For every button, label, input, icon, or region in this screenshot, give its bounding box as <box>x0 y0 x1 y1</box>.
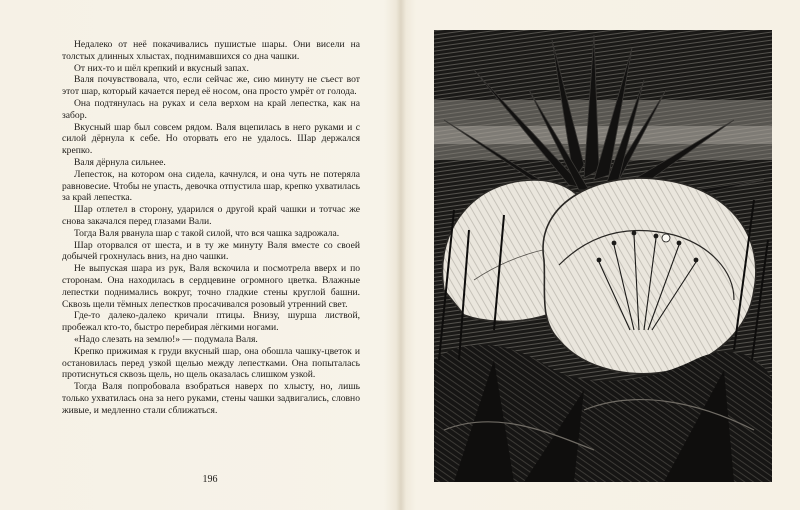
paragraph: Недалеко от неё покачивались пушистые шары. Они висели на толстых длинных хлыстах, поднимавшихся со дна чашки. <box>62 39 360 62</box>
left-page-text <box>62 39 360 417</box>
flower-engraving <box>434 30 772 482</box>
paragraph: Шар оторвался от шеста, и в ту же минуту Валя вместе со своей добычей грохнулась вниз, на дно чашки. <box>62 239 360 263</box>
paragraph: Вкусный шар был совсем рядом. Валя вцепилась в него руками и с силой дёрнула к себе. Но оторвать его не удалось. Шар держался крепко. <box>62 121 360 157</box>
main-flower <box>543 178 756 374</box>
paragraph: Валя дёрнула сильнее. <box>74 156 166 168</box>
paragraph: Где-то далеко-далеко кричали птицы. Внизу, шурша листвой, пробежал кто-то, быстро перебирая лёгкими ногами. <box>62 310 360 334</box>
paragraph: Шар отлетел в сторону, ударился о другой край чашки и тотчас же снова закачался перед глазами Вали. <box>62 204 360 227</box>
paragraph: Не выпуская шара из рук, Валя вскочила и посмотрела вверх и по сторонам. Она находилась в сердцевине огромного цветка. Влажные лепестки поднимались вокруг, точно гладкие стены круглой башни. Сквозь щели тёмных лепестков просачивался розовый утренний свет. <box>62 263 360 310</box>
paragraph: Валя почувствовала, что, если сейчас же, сию минуту не съест вот этот шар, который качается перед её носом, она просто умрёт от голода. <box>62 74 360 98</box>
girl-figure <box>662 234 670 242</box>
paragraph: Крепко прижимая к груди вкусный шар, она обошла чашку-цветок и остановилась перед узкой щелью между лепестками. Она попыталась протиснуться сквозь щель, но щель оказалась слишком узкой. <box>62 345 360 381</box>
paragraph: Тогда Валя попробовала взобраться наверх по хлысту, но, лишь только ухватилась она за него руками, стены чашки задвигались, словно живые, и медленно стали сближаться. <box>62 381 360 416</box>
book-gutter <box>396 0 406 510</box>
paragraph: «Надо слезать на землю!» — подумала Валя. <box>74 333 258 345</box>
paragraph: Она подтянулась на руках и села верхом на край лепестка, как на забор. <box>62 97 360 121</box>
flower-illustration <box>434 30 772 482</box>
paragraph: Лепесток, на котором она сидела, качнулся, и она чуть не потеряла равновесие. Чтобы не упасть, девочка отпустила шар, крепко ухватилась за край лепестка. <box>62 168 360 204</box>
paragraph: От них-то и шёл крепкий и вкусный запах. <box>74 62 249 74</box>
paragraph: Тогда Валя рванула шар с такой силой, что вся чашка задрожала. <box>74 227 340 239</box>
page-number: 196 <box>202 474 218 485</box>
